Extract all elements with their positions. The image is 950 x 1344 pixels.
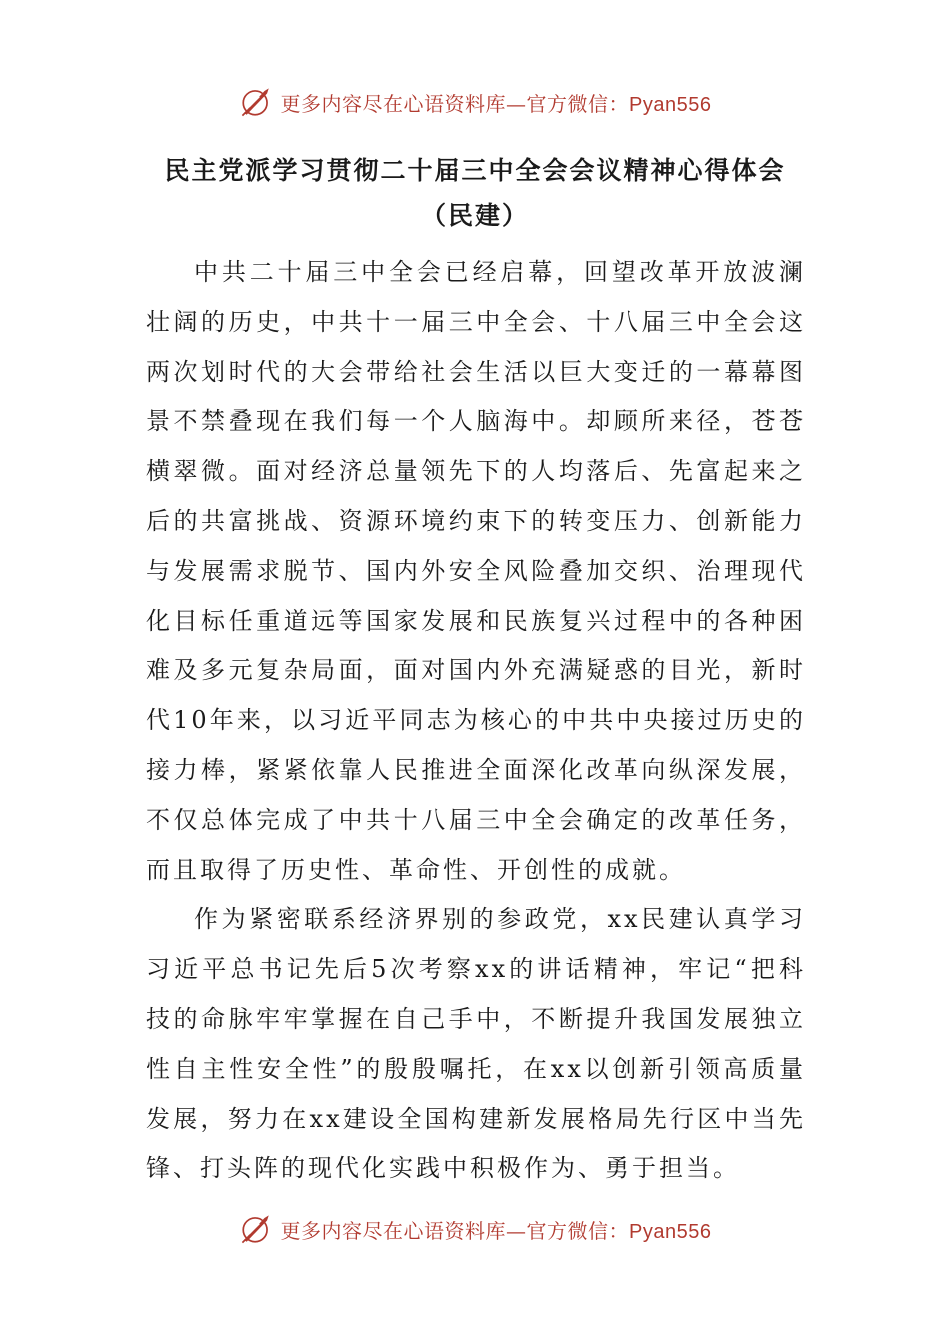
banner-slogan: 更多内容尽在心语资料库—官方微信： [280, 1218, 630, 1243]
document-body [146, 248, 806, 1194]
banner-text [281, 88, 712, 117]
banner-text [281, 1215, 712, 1244]
paragraph: 中共二十届三中全会已经启幕，回望改革开放波澜壮阔的历史，中共十一届三中全会、十八届三中全会这两次划时代的大会带给社会生活以巨大变迁的一幕幕图景不禁叠现在我们每一个人脑海中。却顾所来径，苍苍横翠微。面对经济总量领先下的人均落后、先富起来之后的共富挑战、资源环境约束下的转变压力、创新能力与发展需求脱节、国内外安全风险叠加交织、治理现代化目标任重道远等国家发展和民族复兴过程中的各种困难及多元复杂局面，面对国内外充满疑惑的目光，新时代10年来，以习近平同志为核心的中共中央接过历史的接力棒，紧紧依靠人民推进全面深化改革向纵深发展，不仅总体完成了中共十八届三中全会确定的改革任务，而且取得了历史性、革命性、开创性的成就。 [146, 258, 806, 884]
footer-banner [0, 1209, 950, 1249]
wechat-id: Pyan556 [629, 1220, 712, 1243]
quill-pen-logo-icon [239, 85, 273, 119]
paragraph: 作为紧密联系经济界别的参政党，xx民建认真学习习近平总书记先后5次考察xx的讲话精神，牢记“把科技的命脉牢牢掌握在自己手中，不断提升我国发展独立性自主性安全性”的殷殷嘱托，在xx以创新引领高质量发展，努力在xx建设全国构建新发展格局先行区中当先锋、打头阵的现代化实践中积极作为、勇于担当。 [146, 905, 806, 1183]
header-banner [0, 82, 950, 122]
wechat-id: Pyan556 [629, 93, 712, 116]
document-title: 民主党派学习贯彻二十届三中全会会议精神心得体会（民建） [164, 156, 786, 230]
banner-slogan: 更多内容尽在心语资料库—官方微信： [280, 91, 630, 116]
quill-pen-logo-icon [239, 1212, 273, 1246]
